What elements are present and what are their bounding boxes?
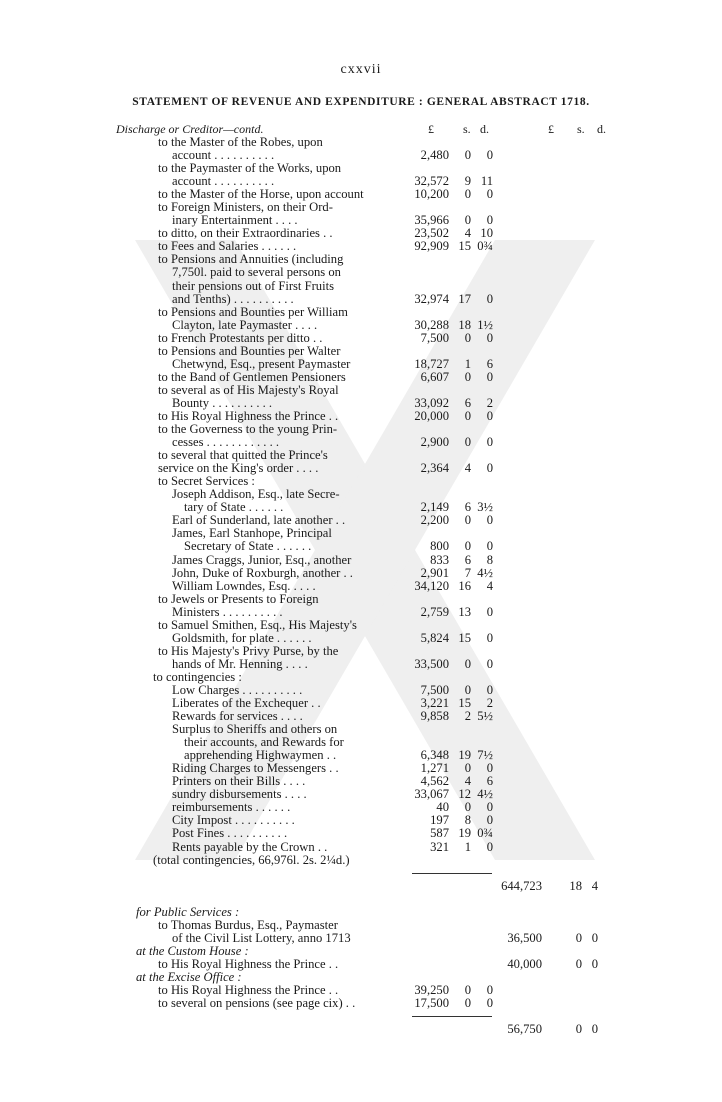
- amount-shillings: 9: [464, 174, 471, 189]
- table-row: [0, 319, 722, 332]
- row-description: Printers on their Bills . . . .: [172, 774, 306, 789]
- row-description: Earl of Sunderland, late another . .: [172, 513, 346, 528]
- amount-pounds: 33,067: [414, 787, 449, 802]
- amount-shillings: 0: [464, 996, 471, 1011]
- table-row: [0, 188, 722, 201]
- table-row: [0, 371, 722, 384]
- amount-pence: 0: [486, 839, 493, 854]
- table-row: [0, 684, 722, 697]
- row-description: Chetwynd, Esq., present Paymaster: [172, 356, 351, 371]
- table-row: [0, 384, 722, 397]
- row-description: to Pensions and Annuities (including: [158, 252, 344, 267]
- row-description: Goldsmith, for plate . . . . . .: [172, 630, 312, 645]
- total-rule: [0, 867, 722, 880]
- col-shillings-2: s.: [577, 122, 585, 136]
- amount-pence: 7½: [477, 748, 493, 763]
- amount-shillings: 2: [464, 709, 471, 724]
- row-description: to Pensions and Bounties per Walter: [158, 343, 341, 358]
- amount-pence: 0: [486, 630, 493, 645]
- row-description: Rents payable by the Crown . .: [172, 839, 328, 854]
- amount-pence: 0: [486, 539, 493, 554]
- table-row: [0, 801, 722, 814]
- amount-pounds: 18,727: [414, 356, 449, 371]
- amount-shillings: 15: [458, 239, 471, 254]
- amount-shillings: 4: [464, 461, 471, 476]
- row-description: to His Royal Highness the Prince . .: [158, 956, 339, 971]
- amount-pence: 0¾: [477, 239, 493, 254]
- row-description: to Samuel Smithen, Esq., His Majesty's: [158, 617, 357, 632]
- amount-pounds: 2,759: [420, 604, 449, 619]
- table-row: [0, 984, 722, 997]
- table-row: [0, 658, 722, 671]
- amount-shillings: 4: [464, 226, 471, 241]
- total-pounds: 36,500: [507, 930, 542, 945]
- amount-shillings: 12: [458, 787, 471, 802]
- table-row: [0, 410, 722, 423]
- table-row: [0, 632, 722, 645]
- row-description: Ministers . . . . . . . . . .: [172, 604, 283, 619]
- table-row: [0, 358, 722, 371]
- amount-shillings: 6: [464, 500, 471, 515]
- row-description: inary Entertainment . . . .: [172, 213, 298, 228]
- total-shillings: 18: [569, 878, 582, 893]
- row-description: to the Master of the Horse, upon account: [158, 187, 364, 202]
- table-row: [0, 919, 722, 932]
- amount-pounds: 35,966: [414, 213, 449, 228]
- table-row: [0, 423, 722, 436]
- amount-pounds: 833: [430, 552, 449, 567]
- row-description: reimbursements . . . . . .: [172, 800, 291, 815]
- total-shillings: 0: [575, 956, 582, 971]
- table-row: [0, 971, 722, 984]
- amount-pounds: 5,824: [420, 630, 449, 645]
- table-row: [0, 306, 722, 319]
- amount-shillings: 1: [464, 839, 471, 854]
- amount-shillings: 6: [464, 552, 471, 567]
- table-row: [0, 749, 722, 762]
- amount-shillings: 0: [464, 539, 471, 554]
- row-description: to Jewels or Presents to Foreign: [158, 591, 319, 606]
- amount-pounds: 33,500: [414, 656, 449, 671]
- amount-shillings: 0: [464, 800, 471, 815]
- amount-pence: 2: [486, 696, 493, 711]
- table-row: [0, 906, 722, 919]
- table-row: [0, 514, 722, 527]
- row-description: their pensions out of First Fruits: [172, 278, 334, 293]
- table-row: [0, 201, 722, 214]
- amount-pence: 0: [486, 291, 493, 306]
- amount-pence: 0: [486, 461, 493, 476]
- row-description: sundry disbursements . . . .: [172, 787, 307, 802]
- amount-pounds: 10,200: [414, 187, 449, 202]
- row-description: for Public Services :: [136, 904, 240, 919]
- amount-shillings: 19: [458, 748, 471, 763]
- row-description: John, Duke of Roxburgh, another . .: [172, 565, 353, 580]
- row-description: to several as of His Majesty's Royal: [158, 382, 339, 397]
- total-shillings: 0: [575, 1022, 582, 1037]
- table-row: [0, 827, 722, 840]
- row-description: Bounty . . . . . . . . . .: [172, 395, 273, 410]
- row-description: their accounts, and Rewards for: [184, 735, 344, 750]
- amount-shillings: 6: [464, 395, 471, 410]
- row-description: account . . . . . . . . . .: [172, 148, 275, 163]
- row-description: 7,750l. paid to several persons on: [172, 265, 341, 280]
- table-row: [0, 214, 722, 227]
- abstract-body: [0, 136, 722, 1036]
- amount-pence: 6: [486, 356, 493, 371]
- row-description: Post Fines . . . . . . . . . .: [172, 826, 288, 841]
- amount-pence: 3½: [477, 500, 493, 515]
- table-row: [0, 488, 722, 501]
- table-row: [0, 775, 722, 788]
- table-row: [0, 293, 722, 306]
- row-description: Rewards for services . . . .: [172, 709, 303, 724]
- table-row: [0, 501, 722, 514]
- amount-pence: 11: [480, 174, 493, 189]
- table-row: [0, 619, 722, 632]
- table-row: [0, 762, 722, 775]
- table-row: [0, 567, 722, 580]
- total-pence: 0: [591, 930, 598, 945]
- row-description: hands of Mr. Henning . . . .: [172, 656, 308, 671]
- total-rule: [0, 1010, 722, 1023]
- amount-pence: 0: [486, 408, 493, 423]
- row-description: to the Master of the Robes, upon: [158, 135, 323, 149]
- amount-shillings: 0: [464, 187, 471, 202]
- col-pounds-2: £: [548, 122, 554, 136]
- amount-shillings: 13: [458, 604, 471, 619]
- row-description: to the Governess to the young Prin-: [158, 422, 338, 437]
- col-pence-2: d.: [597, 122, 606, 136]
- amount-pounds: 321: [430, 839, 449, 854]
- amount-shillings: 15: [458, 696, 471, 711]
- col-pounds-1: £: [428, 122, 434, 136]
- row-description: City Impost . . . . . . . . . .: [172, 813, 295, 828]
- amount-pounds: 92,909: [414, 239, 449, 254]
- table-row: [0, 580, 722, 593]
- amount-shillings: 0: [464, 408, 471, 423]
- amount-pounds: 34,120: [414, 578, 449, 593]
- table-row: [0, 240, 722, 253]
- amount-shillings: 1: [464, 356, 471, 371]
- amount-pounds: 32,974: [414, 291, 449, 306]
- amount-pounds: 3,221: [420, 696, 449, 711]
- table-row: [0, 697, 722, 710]
- row-description: to Fees and Salaries . . . . . .: [158, 239, 297, 254]
- table-row: [0, 554, 722, 567]
- amount-shillings: 0: [464, 656, 471, 671]
- amount-pence: 0: [486, 761, 493, 776]
- amount-pence: 5½: [477, 709, 493, 724]
- amount-pounds: 2,900: [420, 435, 449, 450]
- total-pence: 0: [591, 956, 598, 971]
- amount-pounds: 9,858: [420, 709, 449, 724]
- amount-shillings: 0: [464, 330, 471, 345]
- table-row: [0, 841, 722, 854]
- amount-shillings: 0: [464, 369, 471, 384]
- amount-pounds: 7,500: [420, 330, 449, 345]
- table-row: [0, 540, 722, 553]
- amount-shillings: 0: [464, 148, 471, 163]
- amount-pence: 0: [486, 983, 493, 998]
- amount-pounds: 2,200: [420, 513, 449, 528]
- row-description: to Pensions and Bounties per William: [158, 304, 348, 319]
- table-row: [0, 149, 722, 162]
- amount-pence: 0: [486, 800, 493, 815]
- amount-pence: 0¾: [477, 826, 493, 841]
- row-description: to ditto, on their Extraordinaries . .: [158, 226, 333, 241]
- row-description: cesses . . . . . . . . . . . .: [172, 435, 280, 450]
- amount-pence: 8: [486, 552, 493, 567]
- row-description: account . . . . . . . . . .: [172, 174, 275, 189]
- table-row: [0, 436, 722, 449]
- amount-pence: 4½: [477, 787, 493, 802]
- amount-pence: 0: [486, 682, 493, 697]
- table-row: [0, 788, 722, 801]
- row-description: at the Custom House :: [136, 943, 249, 958]
- row-description: to Secret Services :: [158, 474, 255, 489]
- table-row: [0, 462, 722, 475]
- total-pence: 4: [591, 878, 598, 893]
- row-description: to His Majesty's Privy Purse, by the: [158, 643, 339, 658]
- amount-shillings: 0: [464, 682, 471, 697]
- row-description: Liberates of the Exchequer . .: [172, 696, 321, 711]
- row-description: William Lowndes, Esq. . . . .: [172, 578, 316, 593]
- table-row: [0, 162, 722, 175]
- total-shillings: 0: [575, 930, 582, 945]
- total-pounds: 56,750: [507, 1022, 542, 1037]
- table-row: [0, 253, 722, 266]
- amount-pounds: 2,149: [420, 500, 449, 515]
- col-shillings-1: s.: [463, 122, 471, 136]
- amount-pence: 0: [486, 330, 493, 345]
- amount-shillings: 15: [458, 630, 471, 645]
- page-number: cxxvii: [340, 62, 382, 77]
- table-row: [0, 606, 722, 619]
- row-description: Secretary of State . . . . . .: [184, 539, 312, 554]
- spacer: [0, 893, 722, 906]
- row-description: Low Charges . . . . . . . . . .: [172, 682, 303, 697]
- amount-shillings: 19: [458, 826, 471, 841]
- row-description: of the Civil List Lottery, anno 1713: [172, 930, 351, 945]
- amount-pounds: 6,607: [420, 369, 449, 384]
- amount-pence: 0: [486, 604, 493, 619]
- section-label: Discharge or Creditor—contd.: [116, 122, 264, 136]
- table-row: [0, 814, 722, 827]
- row-description: to the Band of Gentlemen Pensioners: [158, 369, 346, 384]
- amount-pounds: 800: [430, 539, 449, 554]
- table-row: [0, 593, 722, 606]
- total-pounds: 644,723: [501, 878, 542, 893]
- running-head: STATEMENT OF REVENUE AND EXPENDITURE : GENERAL ABSTRACT 1718.: [132, 96, 590, 108]
- amount-pence: 0: [486, 513, 493, 528]
- table-row: [0, 854, 722, 867]
- row-description: to Thomas Burdus, Esq., Paymaster: [158, 917, 338, 932]
- amount-shillings: 17: [458, 291, 471, 306]
- table-row: [0, 227, 722, 240]
- amount-pounds: 587: [430, 826, 449, 841]
- amount-pounds: 23,502: [414, 226, 449, 241]
- row-description: service on the King's order . . . .: [158, 461, 319, 476]
- table-row: [0, 527, 722, 540]
- row-description: to French Protestants per ditto . .: [158, 330, 323, 345]
- table-row: [0, 736, 722, 749]
- amount-shillings: 0: [464, 513, 471, 528]
- amount-shillings: 18: [458, 317, 471, 332]
- row-description: Surplus to Sheriffs and others on: [172, 722, 338, 737]
- amount-pounds: 2,364: [420, 461, 449, 476]
- amount-pence: 4½: [477, 565, 493, 580]
- table-row: [0, 710, 722, 723]
- row-description: James Craggs, Junior, Esq., another: [172, 552, 352, 567]
- amount-pounds: 40: [436, 800, 449, 815]
- amount-pence: 2: [486, 395, 493, 410]
- amount-pounds: 32,572: [414, 174, 449, 189]
- row-description: apprehending Highwaymen . .: [184, 748, 337, 763]
- table-row: [0, 671, 722, 684]
- row-description: at the Excise Office :: [136, 970, 242, 984]
- amount-shillings: 0: [464, 761, 471, 776]
- amount-pounds: 1,271: [420, 761, 449, 776]
- table-row: [0, 880, 722, 893]
- table-row: [0, 280, 722, 293]
- subtotal-line: [412, 1016, 492, 1017]
- amount-pence: 0: [486, 813, 493, 828]
- table-row: [0, 945, 722, 958]
- amount-pence: 0: [486, 435, 493, 450]
- amount-pounds: 30,288: [414, 317, 449, 332]
- total-pence: 0: [591, 1022, 598, 1037]
- amount-pence: 10: [480, 226, 493, 241]
- amount-shillings: 7: [464, 565, 471, 580]
- amount-pounds: 39,250: [414, 983, 449, 998]
- row-description: to the Paymaster of the Works, upon: [158, 161, 342, 176]
- amount-pounds: 4,562: [420, 774, 449, 789]
- amount-shillings: 0: [464, 213, 471, 228]
- col-pence-1: d.: [480, 122, 489, 136]
- amount-pounds: 2,901: [420, 565, 449, 580]
- column-headers: [0, 122, 722, 137]
- amount-pence: 6: [486, 774, 493, 789]
- amount-shillings: 0: [464, 983, 471, 998]
- table-row: [0, 136, 722, 149]
- total-pounds: 40,000: [507, 956, 542, 971]
- table-row: [0, 997, 722, 1010]
- amount-pence: 0: [486, 213, 493, 228]
- row-description: (total contingencies, 66,976l. 2s. 2¼d.): [153, 852, 350, 867]
- table-row: [0, 475, 722, 488]
- amount-shillings: 4: [464, 774, 471, 789]
- amount-pence: 0: [486, 187, 493, 202]
- amount-pence: 0: [486, 369, 493, 384]
- amount-pounds: 7,500: [420, 682, 449, 697]
- table-row: [0, 449, 722, 462]
- row-description: to several that quitted the Prince's: [158, 448, 328, 463]
- row-description: Joseph Addison, Esq., late Secre-: [172, 487, 340, 502]
- amount-pence: 0: [486, 148, 493, 163]
- table-row: [0, 932, 722, 945]
- row-description: tary of State . . . . . .: [184, 500, 284, 515]
- row-description: James, Earl Stanhope, Principal: [172, 526, 332, 541]
- amount-shillings: 8: [464, 813, 471, 828]
- amount-pounds: 33,092: [414, 395, 449, 410]
- row-description: to contingencies :: [153, 669, 242, 684]
- amount-pounds: 197: [430, 813, 449, 828]
- amount-shillings: 16: [458, 578, 471, 593]
- row-description: and Tenths) . . . . . . . . . .: [172, 291, 294, 306]
- amount-pounds: 2,480: [420, 148, 449, 163]
- amount-pence: 1½: [477, 317, 493, 332]
- table-row: [0, 645, 722, 658]
- amount-pence: 0: [486, 656, 493, 671]
- amount-pence: 0: [486, 996, 493, 1011]
- table-row: [0, 1023, 722, 1036]
- table-row: [0, 723, 722, 736]
- amount-pounds: 20,000: [414, 408, 449, 423]
- row-description: to several on pensions (see page cix) . .: [158, 996, 356, 1011]
- row-description: Riding Charges to Messengers . .: [172, 761, 339, 776]
- row-description: to His Royal Highness the Prince . .: [158, 408, 339, 423]
- table-row: [0, 345, 722, 358]
- amount-shillings: 0: [464, 435, 471, 450]
- row-description: to His Royal Highness the Prince . .: [158, 983, 339, 998]
- amount-pounds: 17,500: [414, 996, 449, 1011]
- table-row: [0, 397, 722, 410]
- amount-pence: 4: [486, 578, 493, 593]
- table-row: [0, 266, 722, 279]
- table-row: [0, 958, 722, 971]
- row-description: to Foreign Ministers, on their Ord-: [158, 200, 333, 215]
- subtotal-line: [412, 873, 492, 874]
- table-row: [0, 332, 722, 345]
- amount-pounds: 6,348: [420, 748, 449, 763]
- row-description: Clayton, late Paymaster . . . .: [172, 317, 318, 332]
